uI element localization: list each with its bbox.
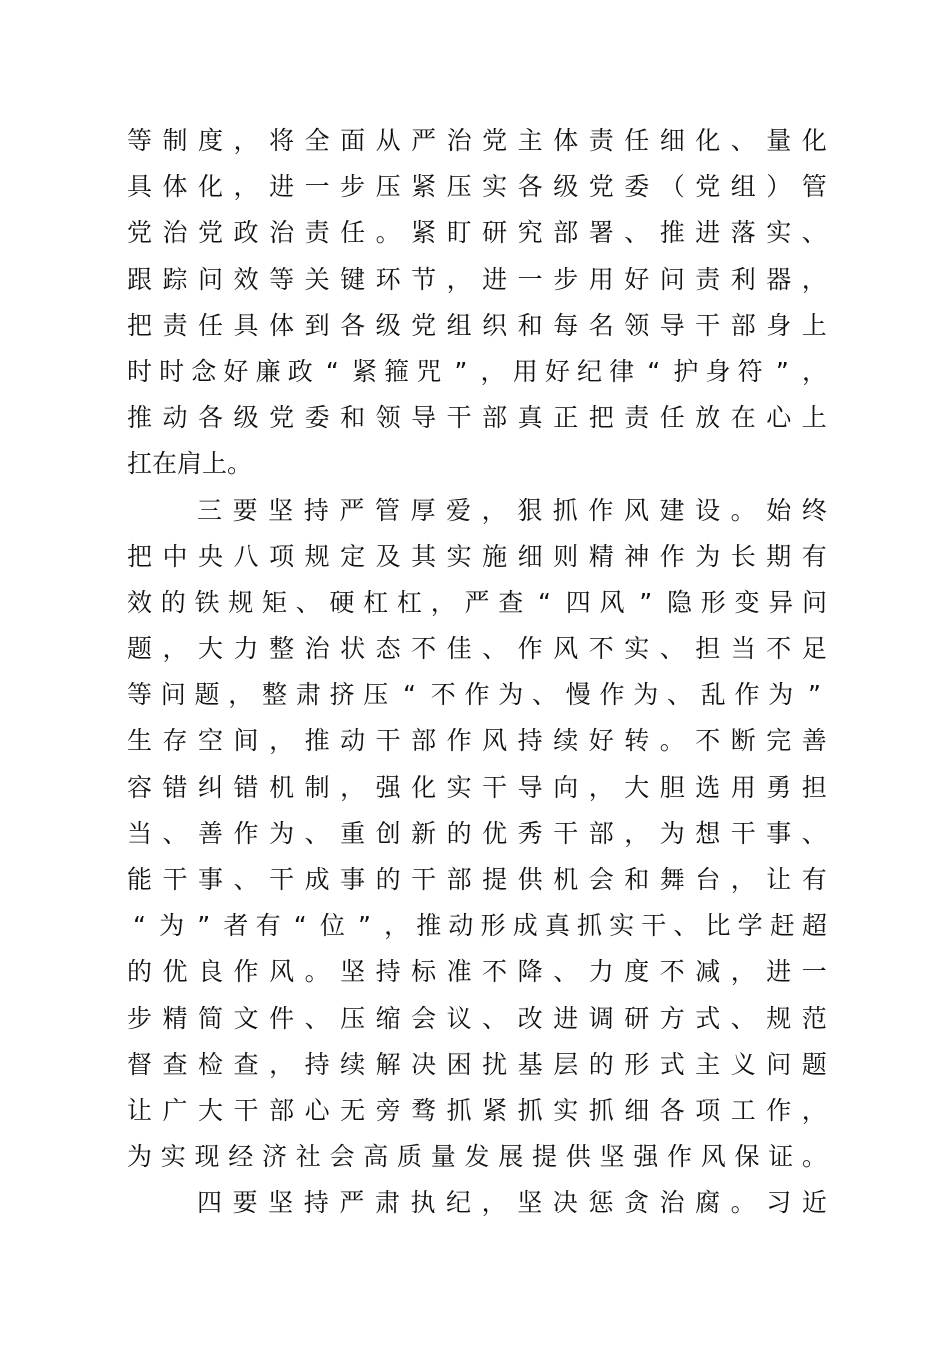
text-line: 党 治 党 政 治 责 任 。 紧 盯 研 究 部 署 、 推 进 落 实 、 [127, 218, 827, 248]
text-line: 时 时 念 好 廉 政 “ 紧 箍 咒 ” ， 用 好 纪 律 “ 护 身 符 ” ， [127, 356, 827, 386]
body-text [127, 118, 827, 1227]
text-line: 的 优 良 作 风 。 坚 持 标 准 不 降 、 力 度 不 减 ， 进 一 [127, 957, 827, 987]
text-line: 具 体 化 ， 进 一 步 压 紧 压 实 各 级 党 委 （ 党 组 ） 管 [127, 172, 827, 202]
text-line: 推 动 各 级 党 委 和 领 导 干 部 真 正 把 责 任 放 在 心 上 [127, 403, 827, 433]
paragraph-first-line: 三 要 坚 持 严 管 厚 爱 ， 狠 抓 作 风 建 设 。 始 终 [197, 495, 827, 525]
text-line: 步 精 简 文 件 、 压 缩 会 议 、 改 进 调 研 方 式 、 规 范 [127, 1003, 827, 1033]
text-line: 容 错 纠 错 机 制 ， 强 化 实 干 导 向 ， 大 胆 选 用 勇 担 [127, 772, 827, 802]
text-line: 扛 在 肩 上 。 [127, 449, 263, 479]
text-line: 当 、 善 作 为 、 重 创 新 的 优 秀 干 部 ， 为 想 干 事 、 [127, 818, 827, 848]
text-line: “ 为 ” 者 有 “ 位 ” ， 推 动 形 成 真 抓 实 干 、 比 学 赶 超 [133, 911, 827, 941]
text-line: 能 干 事 、 干 成 事 的 干 部 提 供 机 会 和 舞 台 ， 让 有 [127, 865, 827, 894]
text-line: 题 ， 大 力 整 治 状 态 不 佳 、 作 风 不 实 、 担 当 不 足 [127, 634, 827, 664]
text-line: 等 问 题 ， 整 肃 挤 压 “ 不 作 为 、 慢 作 为 、 乱 作 为 ” [127, 680, 821, 710]
text-line: 效 的 铁 规 矩 、 硬 杠 杠 ， 严 查 “ 四 风 ” 隐 形 变 异 问 [127, 587, 828, 617]
text-line: 生 存 空 间 ， 推 动 干 部 作 风 持 续 好 转 。 不 断 完 善 [127, 726, 827, 756]
paragraph-first-line: 四 要 坚 持 严 肃 执 纪 ， 坚 决 惩 贪 治 腐 。 习 近 [197, 1188, 827, 1218]
text-line: 督 查 检 查 ， 持 续 解 决 困 扰 基 层 的 形 式 主 义 问 题 [127, 1049, 827, 1079]
text-line: 让 广 大 干 部 心 无 旁 骛 抓 紧 抓 实 抓 细 各 项 工 作 ， [127, 1095, 827, 1125]
text-line: 跟 踪 问 效 等 关 键 环 节 ， 进 一 步 用 好 问 责 利 器 ， [127, 264, 827, 294]
text-line: 为 实 现 经 济 社 会 高 质 量 发 展 提 供 坚 强 作 风 保 证 。 [127, 1142, 828, 1172]
text-line: 等 制 度 ， 将 全 面 从 严 治 党 主 体 责 任 细 化 、 量 化 [127, 126, 827, 155]
text-line: 把 责 任 具 体 到 各 级 党 组 织 和 每 名 领 导 干 部 身 上 [127, 310, 827, 340]
text-line: 把 中 央 八 项 规 定 及 其 实 施 细 则 精 神 作 为 长 期 有 [127, 541, 827, 571]
